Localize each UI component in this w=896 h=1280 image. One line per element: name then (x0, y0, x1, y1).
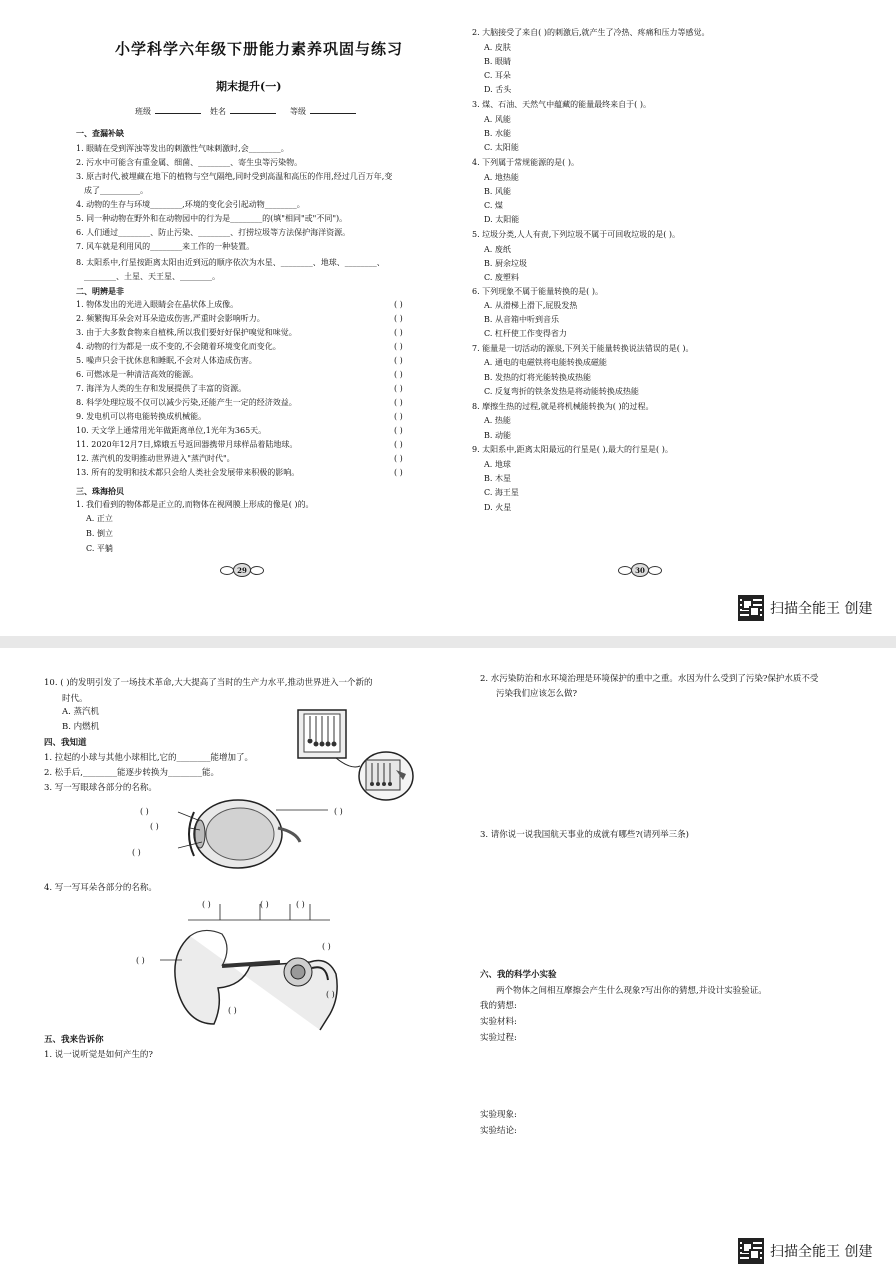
question-text: 6. 人们通过________、防止污染、________、打捞垃圾等方法保护海洋资源。 (76, 228, 351, 237)
question-text: 3. 煤、石油、天然气中蕴藏的能量最终来自于( )。 (472, 100, 651, 109)
option: C. 反复弯折的铁条发热是将动能转换成热能 (484, 387, 639, 396)
answer-blank[interactable]: ( ) (394, 398, 403, 407)
option: D. 太阳能 (484, 215, 520, 224)
question-text: 5. 垃圾分类,人人有责,下列垃圾不属于可回收垃圾的是( )。 (472, 230, 681, 239)
answer-blank[interactable]: ( ) (394, 384, 403, 393)
tf-item: 10. 天文学上通常用光年做距离单位,1光年为365天。 (76, 426, 267, 435)
question-text: 2. 污水中可能含有重金属、细菌、________、寄生虫等污染物。 (76, 158, 303, 167)
answer-blank[interactable]: ( ) (394, 412, 403, 421)
answer-blank[interactable]: ( ) (140, 807, 149, 816)
question-text: 1. 眼睛在受到浑浊等发出的刺激性气味刺激时,会________。 (76, 144, 289, 153)
worksheet-subtitle: 期末提升(一) (216, 80, 282, 93)
option: B. 风能 (484, 187, 511, 196)
answer-blank[interactable]: ( ) (394, 454, 403, 463)
question-text: 2. 水污染防治和水环境治理是环境保护的重中之重。水因为什么受到了污染?保护水质不受 (480, 674, 819, 684)
option: D. 火星 (484, 503, 512, 512)
tf-item: 7. 海洋为人类的生存和发展提供了丰富的资源。 (76, 384, 247, 393)
question-text: 4. 动物的生存与环境________,环境的变化会引起动物________。 (76, 200, 305, 209)
option: A. 废纸 (484, 245, 511, 254)
question-text: 时代。 (62, 694, 88, 704)
tf-item: 8. 科学处理垃圾不仅可以减少污染,还能产生一定的经济效益。 (76, 398, 297, 407)
option: C. 耳朵 (484, 71, 511, 80)
tf-item: 3. 由于大多数食物来自植株,所以我们要好好保护嗅觉和味觉。 (76, 328, 297, 337)
answer-blank[interactable]: ( ) (394, 328, 403, 337)
tf-item: 2. 频繁掏耳朵会对耳朵造成伤害,严重时会影响听力。 (76, 314, 265, 323)
option: A. 热能 (484, 416, 511, 425)
option: C. 太阳能 (484, 143, 519, 152)
qr-code-icon (738, 595, 764, 621)
option: C. 海王星 (484, 488, 519, 497)
tf-item: 11. 2020年12月7日,嫦娥五号返回器携带月球样品着陆地球。 (76, 440, 298, 449)
tf-item: 1. 物体发出的光进入眼睛会在晶状体上成像。 (76, 300, 239, 309)
ear-diagram (160, 896, 360, 1034)
option: B. 木星 (484, 474, 511, 483)
question-text: 3. 请你说一说我国航天事业的成就有哪些?(请列举三条) (480, 830, 690, 840)
section-heading: 六、我的科学小实验 (480, 970, 557, 980)
answer-blank[interactable]: ( ) (326, 990, 335, 999)
answer-blank[interactable]: ( ) (394, 356, 403, 365)
answer-blank[interactable]: ( ) (202, 900, 211, 909)
question-text: 3. 原古时代,被埋藏在地下的植物与空气隔绝,同时受到高温和高压的作用,经过几百万年,变 (76, 172, 393, 181)
answer-blank[interactable]: ( ) (260, 900, 269, 909)
option: C. 废塑料 (484, 273, 519, 282)
option: C. 煤 (484, 201, 503, 210)
section-heading: 二、明辨是非 (76, 286, 124, 296)
newtons-cradle-illustration (296, 708, 416, 804)
phenomenon-label: 实验现象: (480, 1110, 517, 1120)
answer-blank[interactable]: ( ) (228, 1006, 237, 1015)
scanner-watermark: 扫描全能王 创建 (738, 595, 872, 621)
option: D. 舌头 (484, 85, 512, 94)
option: A. 皮肤 (484, 43, 511, 52)
worksheet-title: 小学科学六年级下册能力素养巩固与练习 (115, 40, 404, 58)
question-text: 6. 下列现象不属于能量转换的是( )。 (472, 287, 603, 296)
option: B. 水能 (484, 129, 511, 138)
question-text: 成了__________。 (84, 186, 148, 195)
question-text: 4. 写一写耳朵各部分的名称。 (44, 883, 157, 893)
question-text: 8. 摩擦生热的过程,就是将机械能转换为( )的过程。 (472, 402, 654, 411)
section-heading: 三、珠海拾贝 (76, 486, 124, 496)
answer-blank[interactable]: ( ) (132, 848, 141, 857)
question-text: 4. 下列属于常规能源的是( )。 (472, 158, 579, 167)
option: C. 杠杆使工作变得省力 (484, 329, 567, 338)
section-heading: 一、查漏补缺 (76, 128, 124, 138)
question-text: 8. 太阳系中,行星按距离太阳由近到远的顺序依次为水星、________、地球、________、 (76, 258, 385, 267)
option: A. 蒸汽机 (62, 707, 100, 717)
option: B. 动能 (484, 431, 511, 440)
name-field[interactable]: 姓名 (210, 104, 276, 119)
class-field[interactable]: 班级 (135, 104, 201, 119)
option: A. 地热能 (484, 173, 519, 182)
option: B. 厨余垃圾 (484, 259, 527, 268)
option: A. 正立 (86, 514, 113, 523)
grade-field[interactable]: 等级 (290, 104, 356, 119)
question-text: 污染我们应该怎么做? (496, 689, 578, 699)
answer-blank[interactable]: ( ) (150, 822, 159, 831)
answer-blank[interactable]: ( ) (296, 900, 305, 909)
question-text: ________、土星、天王星、________。 (84, 272, 220, 281)
section-heading: 五、我来告诉你 (44, 1035, 104, 1045)
question-text: 9. 太阳系中,距离太阳最远的行星是( ),最大的行星是( )。 (472, 445, 673, 454)
tf-item: 12. 蒸汽机的发明推动世界进入"蒸汽时代"。 (76, 454, 235, 463)
option: B. 内燃机 (62, 722, 100, 732)
question-text: 10. ( )的发明引发了一场技术革命,大大提高了当时的生产力水平,推动世界进入一个新的 (44, 678, 373, 688)
tf-item: 5. 噪声只会干扰休息和睡眠,不会对人体造成伤害。 (76, 356, 257, 365)
answer-blank[interactable]: ( ) (394, 300, 403, 309)
question-text: 1. 拉起的小球与其他小球相比,它的________能增加了。 (44, 753, 254, 763)
option: B. 眼睛 (484, 57, 511, 66)
answer-blank[interactable]: ( ) (394, 314, 403, 323)
answer-blank[interactable]: ( ) (394, 468, 403, 477)
tf-item: 4. 动物的行为都是一成不变的,不会随着环境变化而变化。 (76, 342, 281, 351)
scanner-watermark: 扫描全能王 创建 (738, 1238, 872, 1264)
answer-blank[interactable]: ( ) (394, 342, 403, 351)
option: C. 平躺 (86, 544, 113, 553)
eyeball-diagram (128, 798, 358, 878)
answer-blank[interactable]: ( ) (394, 440, 403, 449)
tf-item: 6. 可燃冰是一种清洁高效的能源。 (76, 370, 199, 379)
answer-blank[interactable]: ( ) (322, 942, 331, 951)
page-spread-top (0, 0, 896, 636)
question-text: 2. 松手后,________能逐步转换为________能。 (44, 768, 220, 778)
option: A. 地球 (484, 460, 511, 469)
answer-blank[interactable]: ( ) (394, 426, 403, 435)
materials-label: 实验材料: (480, 1017, 517, 1027)
question-text: 7. 风车就是利用风的________来工作的一种装置。 (76, 242, 255, 251)
section-heading: 四、我知道 (44, 738, 87, 748)
page-number-badge: 29 (222, 563, 262, 577)
answer-blank[interactable]: ( ) (334, 807, 343, 816)
question-text: 2. 大脑接受了来自( )的刺激后,就产生了冷热、疼痛和压力等感觉。 (472, 28, 710, 37)
question-text: 3. 写一写眼球各部分的名称。 (44, 783, 157, 793)
process-label: 实验过程: (480, 1033, 517, 1043)
answer-blank[interactable]: ( ) (136, 956, 145, 965)
page-number-badge: 30 (620, 563, 660, 577)
option: B. 倒立 (86, 529, 113, 538)
page-spread-bottom (0, 648, 896, 1280)
question-text: 5. 同一种动物在野外和在动物园中的行为是________的(填"相同"或"不同")。 (76, 214, 348, 223)
answer-blank[interactable]: ( ) (394, 370, 403, 379)
option: B. 从音箱中听到音乐 (484, 315, 559, 324)
option: A. 风能 (484, 115, 511, 124)
question-text: 1. 我们看到的物体都是正立的,而物体在视网膜上形成的像是( )的。 (76, 500, 314, 509)
option: A. 通电的电磁铁将电能转换成磁能 (484, 358, 607, 367)
option: A. 从滑梯上滑下,屁股发热 (484, 301, 578, 310)
guess-label: 我的猜想: (480, 1001, 517, 1011)
experiment-intro: 两个物体之间相互摩擦会产生什么现象?写出你的猜想,并设计实验验证。 (496, 986, 767, 996)
tf-item: 13. 所有的发明和技术都只会给人类社会发展带来积极的影响。 (76, 468, 300, 477)
qr-code-icon (738, 1238, 764, 1264)
option: B. 发热的灯将光能转换成热能 (484, 373, 591, 382)
question-text: 1. 说一说听觉是如何产生的? (44, 1050, 153, 1060)
question-text: 7. 能量是一切活动的源泉,下列关于能量转换说法错误的是( )。 (472, 344, 694, 353)
conclusion-label: 实验结论: (480, 1126, 517, 1136)
tf-item: 9. 发电机可以将电能转换成机械能。 (76, 412, 207, 421)
